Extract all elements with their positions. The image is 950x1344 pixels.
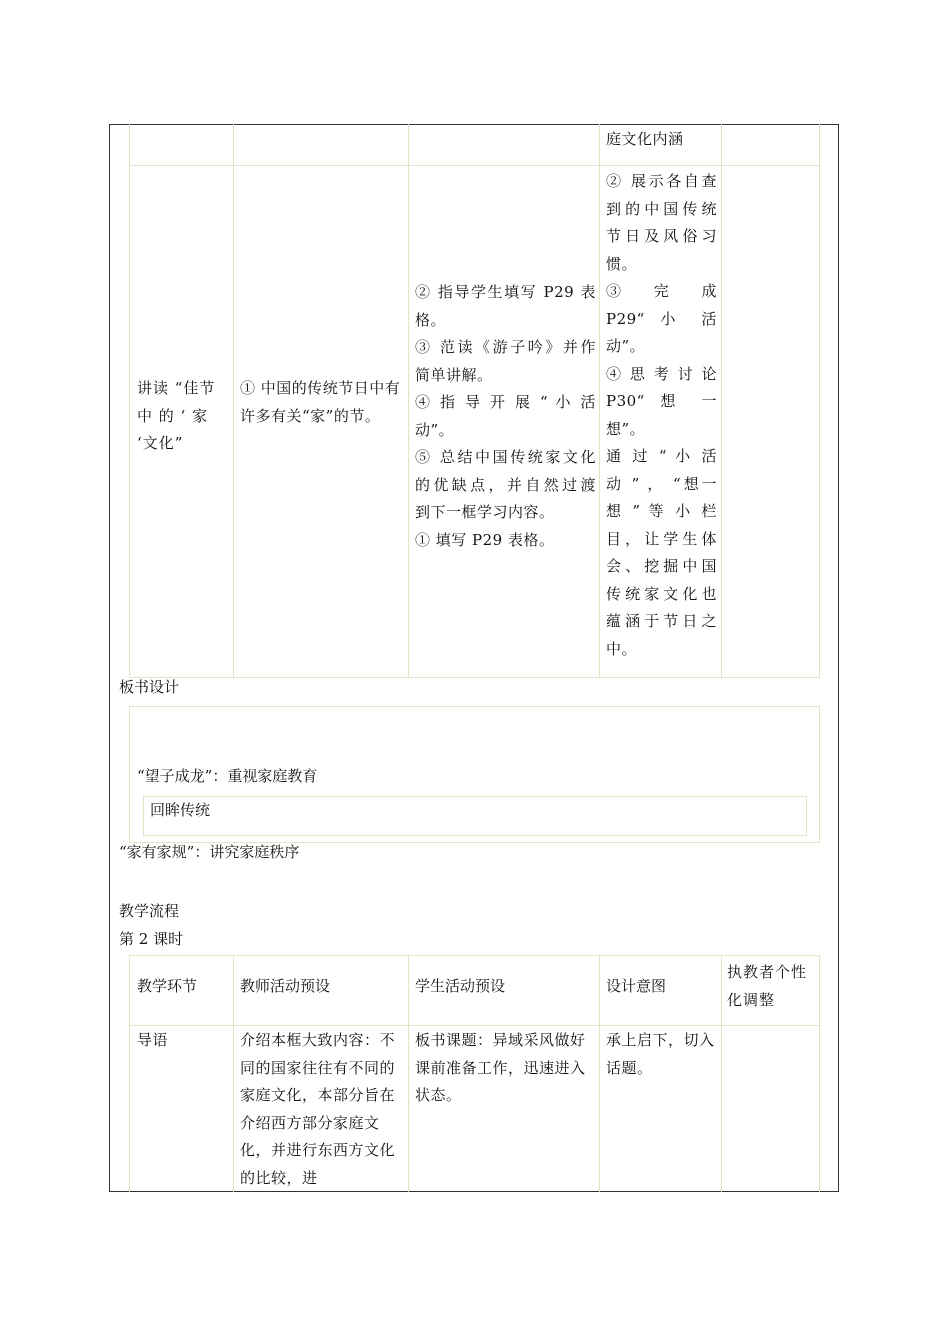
t2-row1-teacher: 介绍本框大致内容：不同的国家往往有不同的家庭文化，本部分旨在介绍西方部分家庭文化，并进行东西方文化的比较，进 xyxy=(240,1031,396,1187)
text-line: ④ 思 考 讨 论 xyxy=(606,364,717,383)
t2-header-design: 设计意图 xyxy=(606,977,667,995)
text-line: 蕴涵于节日之 xyxy=(606,612,717,630)
text-line: 动”。 xyxy=(415,420,455,439)
t1-main-design xyxy=(606,168,717,663)
t1-main-teacher: ① 中国的传统节日中有许多有关“家”的节。 xyxy=(240,379,401,425)
text-line: 惯。 xyxy=(606,254,638,273)
t2-header-student: 学生活动预设 xyxy=(415,977,506,995)
t2-col-line-1 xyxy=(129,955,130,1192)
text-line: 想”。 xyxy=(606,419,646,438)
t1-row-line-2 xyxy=(129,677,820,678)
board-design-line-2: 回眸传统 xyxy=(150,801,211,819)
text-line: ③ 范读《游子吟》并作 xyxy=(415,338,596,356)
text-line: 的优缺点，并自然过渡 xyxy=(415,475,596,494)
t1-top-cell-design: 庭文化内涵 xyxy=(606,130,684,148)
text-line: ② 展示各自查 xyxy=(606,172,717,190)
text-line: 目，让学生体 xyxy=(606,529,717,548)
board-design-heading: 板书设计 xyxy=(119,678,180,696)
t1-col-line-4 xyxy=(599,124,600,678)
text-line: 到下一框学习内容。 xyxy=(415,503,555,521)
text-line: 简单讲解。 xyxy=(415,365,493,384)
text-line: ① 填写 P29 表格。 xyxy=(415,530,555,549)
text-line: ② 指导学生填写 P29 表 xyxy=(415,283,596,301)
t1-col-line-5 xyxy=(721,124,722,678)
text-line: 动 ” ， “想一 xyxy=(606,474,717,493)
t2-row1-segment: 导语 xyxy=(137,1031,169,1049)
t2-header-teacher: 教师活动预设 xyxy=(240,977,331,995)
board-design-inner-box xyxy=(143,796,807,836)
text-line: 中。 xyxy=(606,639,638,658)
text-line: 想 ” 等 小 栏 xyxy=(606,502,717,520)
flow-session: 第 2 课时 xyxy=(119,930,184,948)
t2-col-line-4 xyxy=(599,955,600,1192)
board-design-line-3: “家有家规”：讲究家庭秩序 xyxy=(119,843,300,861)
text-line: 格。 xyxy=(415,310,447,329)
t2-header-segment: 教学环节 xyxy=(137,977,198,995)
t1-col-line-3 xyxy=(408,124,409,678)
t2-col-line-5 xyxy=(721,955,722,1192)
text-line: ⑤ 总结中国传统家文化 xyxy=(415,448,596,466)
t2-col-line-6 xyxy=(819,955,820,1192)
t1-col-line-2 xyxy=(233,124,234,678)
board-design-line-1: “望子成龙”：重视家庭教育 xyxy=(137,767,318,785)
t1-main-segment: 讲读 “佳节中 的 ‘ 家 ‘文化” xyxy=(137,379,216,452)
t2-row1-student: 板书课题：异域采风做好课前准备工作，迅速进入状态。 xyxy=(415,1031,586,1104)
t2-row1-design: 承上启下，切入话题。 xyxy=(606,1031,715,1077)
text-line: 传统家文化也 xyxy=(606,584,717,603)
text-line: P29“ 小 活 xyxy=(606,309,717,328)
t1-col-line-6 xyxy=(819,124,820,678)
text-line: 节日及风俗习 xyxy=(606,227,717,245)
text-line: 动”。 xyxy=(606,337,646,355)
text-line: ④ 指 导 开 展 “ 小 活 xyxy=(415,393,596,411)
t2-col-line-3 xyxy=(408,955,409,1192)
text-line: ③ 完 成 xyxy=(606,282,717,300)
text-line: 会、挖掘中国 xyxy=(606,557,717,575)
t1-row-line-1 xyxy=(129,165,820,166)
text-line: 到的中国传统 xyxy=(606,199,717,218)
flow-heading: 教学流程 xyxy=(119,902,180,920)
t2-col-line-2 xyxy=(233,955,234,1192)
t1-main-student xyxy=(415,279,596,554)
t1-col-line-1 xyxy=(129,124,130,678)
t2-header-adjust: 执教者个性化调整 xyxy=(727,963,808,1009)
text-line: 通 过 “ 小 活 xyxy=(606,447,717,465)
text-line: P30“ 想 一 xyxy=(606,392,717,410)
